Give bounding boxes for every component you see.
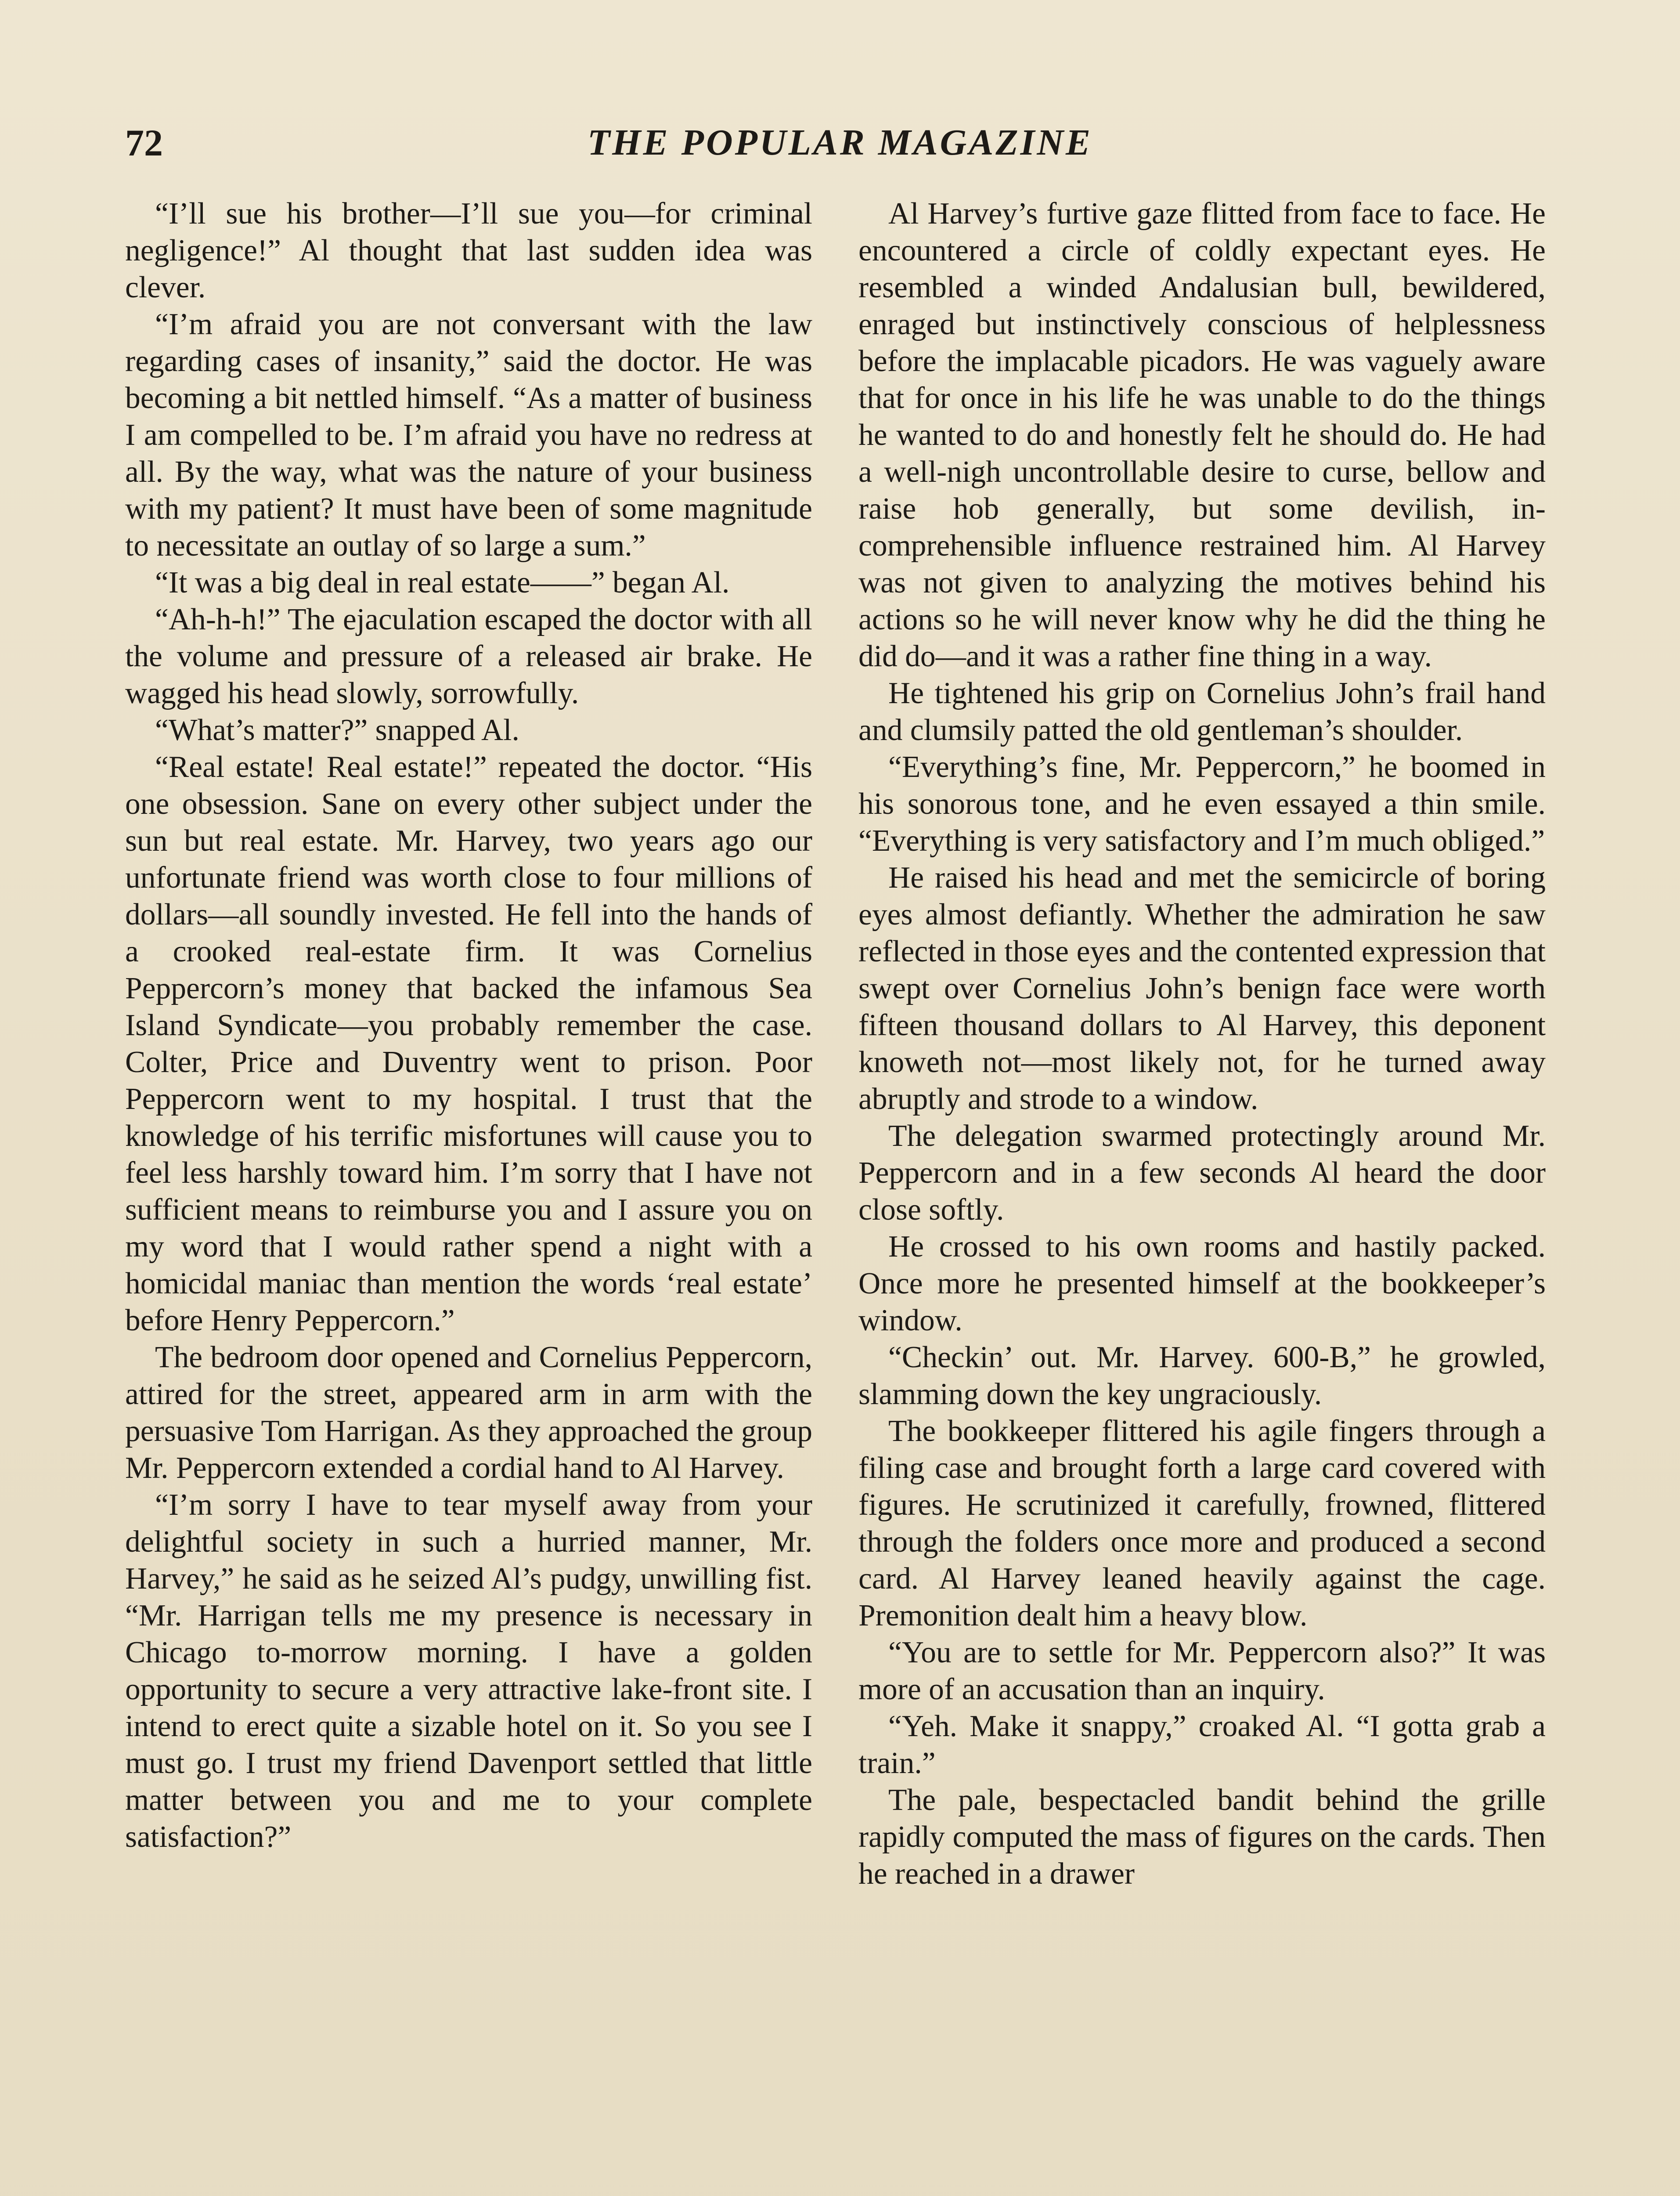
- paragraph: “I’ll sue his brother—I’ll sue you—for criminal negligence!” Al thought that last sudden idea was clever.: [125, 197, 812, 304]
- paragraph: “Yeh. Make it snappy,” croaked Al. “I gotta grab a train.”: [858, 1709, 1546, 1780]
- paragraph: He tightened his grip on Cornelius John’s frail hand and clumsily patted the old gentleman’s shoulder.: [858, 676, 1546, 747]
- paragraph: Al Harvey’s furtive gaze flitted from face to face. He encountered a circle of coldly expectant eyes. He resembled a winded Andalusian bull, bewildered, enraged but instinctively conscious of helplessness before the implacable picadors. He was vaguely aware that for once in his life he was unable to do the things he wanted to do and honestly felt he should do. He had a well-nigh uncontrollable desire to curse, bellow and raise hob generally, but some devilish, incomprehensible influence restrained him. Al Harvey was not given to analyzing the motives behind his actions so he will never know why he did the thing he did do—and it was a rather fine thing in a way.: [858, 197, 1546, 673]
- paragraph: “What’s matter?” snapped Al.: [155, 713, 519, 747]
- paragraph: He raised his head and met the semicircle of boring eyes almost defiantly. Whether the admiration he saw reflected in those eyes and the contented expression that swept over Cornelius John’s benign face were worth fifteen thousand dollars to Al Harvey, this deponent knoweth not—most likely not, for he turned away abruptly and strode to a window.: [858, 861, 1546, 1116]
- running-head: THE POPULAR MAGAZINE: [587, 122, 1093, 163]
- paragraph: The bookkeeper flittered his agile fingers through a filing case and brought forth a large card covered with figures. He scrutinized it carefully, frowned, flittered through the folders once more and produced a second card. Al Harvey leaned heavily against the cage. Premonition dealt him a heavy blow.: [858, 1414, 1546, 1633]
- paragraph: He crossed to his own rooms and hastily packed. Once more he presented himself at the bookkeeper’s window.: [858, 1230, 1546, 1337]
- page-header: [125, 119, 1555, 167]
- left-column: [125, 195, 812, 1856]
- paragraph: “I’m sorry I have to tear myself away from your delightful society in such a hurried manner, Mr. Harvey,” he said as he seized Al’s pudgy, unwilling fist. “Mr. Harrigan tells me my presence is necessary in Chicago to-morrow morning. I have a golden opportunity to secure a very attractive lake-front site. I intend to erect quite a sizable hotel on it. So you see I must go. I trust my friend Davenport settled that little matter between you and me to your complete satisfaction?”: [125, 1488, 812, 1854]
- paragraph: “Real estate! Real estate!” repeated the doctor. “His one obsession. Sane on every other subject under the sun but real estate. Mr. Harvey, two years ago our unfortunate friend was worth close to four millions of dollars—all soundly invested. He fell into the hands of a crooked real-estate firm. It was Cornelius Peppercorn’s money that backed the infamous Sea Island Syndicate—you probably remember the case. Colter, Price and Duventry went to prison. Poor Peppercorn went to my hospital. I trust that the knowledge of his terrific misfortunes will cause you to feel less harshly toward him. I’m sorry that I have not sufficient means to reimburse you and I assure you on my word that I would rather spend a night with a homicidal maniac than mention the words ‘real estate’ before Henry Peppercorn.”: [125, 750, 812, 1337]
- paragraph: “Everything’s fine, Mr. Peppercorn,” he boomed in his sonorous tone, and he even essayed a thin smile. “Everything is very satisfactory and I’m much obliged.”: [858, 750, 1546, 858]
- right-column: [858, 195, 1546, 1893]
- paragraph: “It was a big deal in real estate——” began Al.: [155, 566, 730, 600]
- paragraph: “Ah-h-h!” The ejaculation escaped the doctor with all the volume and pressure of a released air brake. He wagged his head slowly, sorrowfully.: [125, 603, 812, 710]
- paragraph: The delegation swarmed protectingly around Mr. Peppercorn and in a few seconds Al heard the door close softly.: [858, 1119, 1546, 1227]
- paragraph: The bedroom door opened and Cornelius Peppercorn, attired for the street, appeared arm in arm with the persuasive Tom Harrigan. As they approached the group Mr. Peppercorn extended a cordial hand to Al Harvey.: [125, 1340, 812, 1485]
- paragraph: “You are to settle for Mr. Peppercorn also?” It was more of an accusation than an inquiry.: [858, 1636, 1546, 1706]
- paragraph: “I’m afraid you are not conversant with the law regarding cases of insanity,” said the doctor. He was becoming a bit nettled himself. “As a matter of business I am compelled to be. I’m afraid you have no redress at all. By the way, what was the nature of your business with my patient? It must have been of some magnitude to necessitate an outlay of so large a sum.”: [125, 307, 812, 563]
- paragraph: “Checkin’ out. Mr. Harvey. 600-B,” he growled, slamming down the key ungraciously.: [858, 1340, 1546, 1411]
- paragraph: The pale, bespectacled bandit behind the grille rapidly computed the mass of figures on the cards. Then he reached in a drawer: [858, 1783, 1546, 1891]
- page-number: 72: [125, 122, 163, 164]
